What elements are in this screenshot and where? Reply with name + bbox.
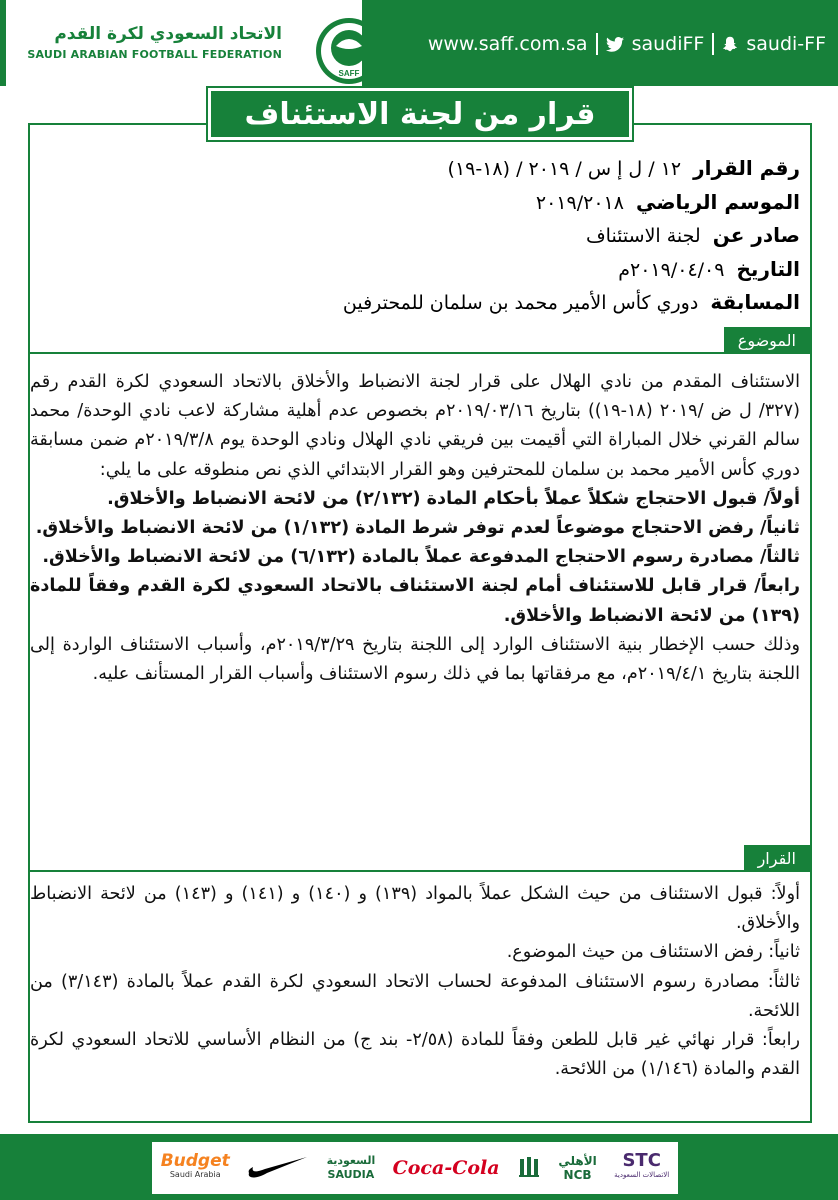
- decision-heading: القرار: [744, 845, 810, 871]
- decision-body: [30, 880, 800, 1084]
- meta-decision-number: [200, 152, 800, 186]
- subject-item: أولاً/ قبول الاحتجاج شكلاً عملاً بأحكام المادة (٢/١٣٢) من لائحة الانضباط والأخلاق.: [107, 488, 800, 509]
- sponsor-budget: [160, 1151, 230, 1182]
- sponsor-ncb-emblem: [517, 1155, 541, 1182]
- subject-heading: الموضوع: [724, 327, 810, 353]
- meta-value: دوري كأس الأمير محمد بن سلمان للمحترفين: [342, 292, 699, 314]
- sponsor-budget-name: Budget: [160, 1151, 230, 1171]
- sponsor-ncb-en: NCB: [563, 1168, 592, 1182]
- decision-item: ثانياً: رفض الاستئناف من حيث الموضوع.: [506, 942, 800, 963]
- sponsor-saudia-ar: السعودية: [326, 1154, 376, 1167]
- sponsor-strip: [152, 1142, 678, 1194]
- meta-value: ٢٠١٩/٢٠١٨: [535, 191, 624, 214]
- twitter-handle[interactable]: saudiFF: [631, 33, 705, 55]
- sponsor-saudia-en: SAUDIA: [327, 1168, 375, 1181]
- meta-label: صادر عن: [712, 223, 800, 247]
- decision-metadata: [200, 152, 800, 320]
- decision-item: رابعاً: قرار نهائي غير قابل للطعن وفقاً للمادة (٢/٥٨- بند ج) من النظام الأساسي للاتحاد السعودي لكرة القدم والمادة (١/١٤٦) من اللائحة.: [30, 1030, 800, 1080]
- page-header: [0, 0, 838, 86]
- subject-item: رابعاً/ قرار قابل للاستئناف أمام لجنة الاستئناف بالاتحاد السعودي لكرة القدم وفقاً للمادة (١٣٩) من لائحة الانضباط والأخلاق.: [30, 576, 800, 626]
- sponsor-saudia: [327, 1154, 376, 1182]
- meta-label: المسابقة: [710, 290, 800, 314]
- meta-competition: [200, 286, 800, 320]
- meta-value: ٢٠١٩/٠٤/٠٩م: [618, 258, 725, 281]
- meta-label: الموسم الرياضي: [635, 189, 800, 214]
- decision-item: ثالثاً: مصادرة رسوم الاستئناف المدفوعة لحساب الاتحاد السعودي لكرة القدم عملاً بالمادة (٣/١٤٣) من اللائحة.: [30, 971, 800, 1021]
- website-link[interactable]: www.saff.com.sa: [427, 33, 588, 55]
- meta-value: ١٢ / ل إ س / ٢٠١٩ / (١٨-١٩): [447, 158, 682, 180]
- logo-english-text: SAUDI ARABIAN FOOTBALL FEDERATION: [27, 48, 282, 61]
- header-logo-area: [0, 0, 362, 86]
- divider: [712, 33, 714, 55]
- meta-season: [200, 186, 800, 220]
- sponsor-stc-name: STC: [622, 1150, 661, 1171]
- header-social-bar: [362, 0, 838, 86]
- subject-paragraph: الاستئناف المقدم من نادي الهلال على قرار لجنة الانضباط والأخلاق بالاتحاد السعودي لكرة القدم رقم (٣٢٧/ ل ض /٢٠١٩ (١٨-١٩)) بتاريخ ٢٠١٩/٠٣/١٦م بخصوص عدم أهلية مشاركة لاعب نادي الوحدة/ محمد سالم القرني خلال المباراة التي أقيمت بين فريقي نادي الهلال ونادي الوحدة يوم ٢٠١٩/٣/٨م ضمن مسابقة دوري كأس الأمير محمد بن سلمان للمحترفين وهو القرار الابتدائي الذي نص منطوقه على ما يلي:: [30, 372, 800, 480]
- sponsor-budget-sub: Saudi Arabia: [169, 1170, 221, 1179]
- divider: [596, 33, 598, 55]
- snapchat-handle[interactable]: saudi-FF: [746, 33, 826, 55]
- snapchat-icon: [722, 36, 738, 52]
- social-links: [428, 28, 826, 60]
- logo-arabic-text: الاتحاد السعودي لكرة القدم: [54, 24, 282, 44]
- subject-paragraph: وذلك حسب الإخطار بنية الاستئناف الوارد إلى اللجنة بتاريخ ٢٠١٩/٣/٢٩م، وأسباب الاستئناف الواردة إلى اللجنة بتاريخ ٢٠١٩/٤/١م، مع مرفقاتها بما في ذلك رسوم الاستئناف وأسباب القرار المستأنف عليه.: [30, 634, 800, 685]
- sponsor-stc-sub: الاتصالات السعودية: [614, 1171, 670, 1179]
- subject-item: ثالثاً/ مصادرة رسوم الاحتجاج المدفوعة عملاً بالمادة (٦/١٣٢) من لائحة الانضباط والأخلاق.: [42, 547, 800, 568]
- sponsor-ncb-ar: الأهلي: [558, 1154, 597, 1168]
- sponsor-stc: [614, 1150, 670, 1182]
- subject-item: ثانياً/ رفض الاحتجاج موضوعاً لعدم توفر شرط المادة (١/١٣٢) من لائحة الانضباط والأخلاق.: [35, 518, 800, 539]
- meta-label: رقم القرار: [693, 156, 800, 180]
- subject-body: [30, 368, 800, 689]
- sponsor-cocacola: Coca-Cola: [392, 1157, 500, 1179]
- saff-logo: [27, 10, 366, 80]
- meta-value: لجنة الاستئناف: [585, 225, 701, 247]
- header-accent-stripe: [0, 0, 6, 86]
- nike-swoosh-icon: [247, 1155, 309, 1179]
- section-divider: [28, 870, 812, 872]
- meta-issued-by: [200, 219, 800, 253]
- sponsor-ncb: [558, 1154, 596, 1182]
- sponsor-nike: [247, 1155, 309, 1182]
- twitter-icon: [606, 37, 624, 51]
- section-divider: [28, 352, 812, 354]
- meta-label: التاريخ: [736, 256, 800, 281]
- ncb-emblem-icon: [517, 1155, 541, 1179]
- svg-text:SAFF: SAFF: [338, 69, 360, 78]
- decision-item: أولاً: قبول الاستئناف من حيث الشكل عملاً بالمواد (١٣٩) و (١٤٠) و (١٤١) و (١٤٣) من لائحة الانضباط والأخلاق.: [30, 884, 800, 934]
- document-title: قرار من لجنة الاستئناف: [208, 88, 632, 140]
- meta-date: [200, 253, 800, 287]
